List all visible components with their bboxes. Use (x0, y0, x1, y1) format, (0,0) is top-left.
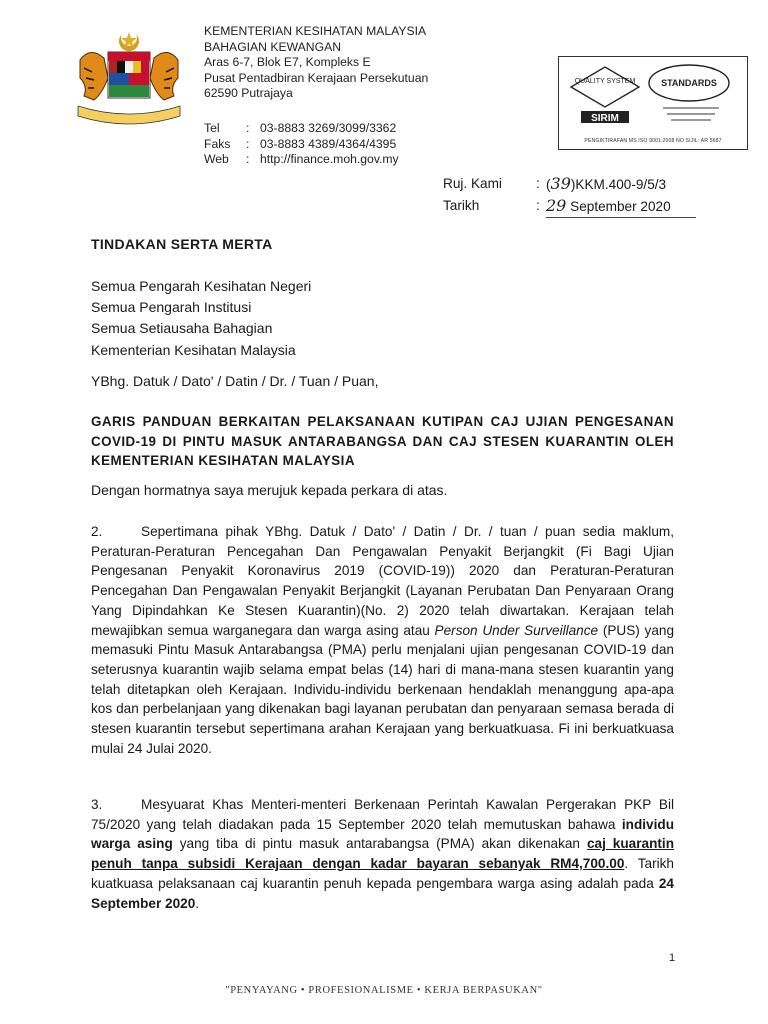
ministry-address-block (204, 24, 428, 102)
date-colon: : (536, 198, 540, 213)
date-value: September 2020 (570, 199, 671, 214)
paragraph-2 (91, 522, 674, 758)
paragraph-number: 2. (91, 524, 103, 539)
standards-malaysia-logo (649, 65, 729, 121)
recipient-line: Semua Pengarah Institusi (91, 299, 252, 316)
org-line: Aras 6-7, Blok E7, Kompleks E (204, 55, 371, 69)
certification-logos (559, 57, 747, 139)
urgency-heading: TINDAKAN SERTA MERTA (91, 236, 273, 252)
paragraph-text: (PUS) yang memasuki Pintu Masuk Antarabangsa (PMA) perlu menjalani ujian pengesanan COVID-19 dan seterusnya kuarantin wajib selama empat belas (14) hari di mana-mana stesen kuarantin yang telah ditetapkan oleh Kerajaan. Individu-individu berkenaan hendaklah menanggung apa-apa kos dan perbelanjaan yang dikenakan bagi layanan perubatan dan penyaraan semasa berada di stesen kuarantin tersebut sepertimana arahan Kerajaan yang berkuatkuasa. Fi ini berkuatkuasa mulai 24 Julai 2020. (91, 622, 675, 756)
paragraph-number: 3. (91, 797, 103, 812)
paragraph-bold-underlined-term: caj kuarantin penuh tanpa subsidi Kerajaan dengan kadar bayaran sebanyak RM4,700.00 (91, 836, 674, 872)
contact-value: 03-8883 3269/3099/3362 (260, 121, 397, 135)
contact-separator: : (246, 121, 250, 135)
sirim-label: SIRIM (591, 113, 619, 124)
contact-separator: : (246, 136, 250, 151)
contact-value: 03-8883 4389/4364/4395 (260, 136, 397, 151)
contact-block (204, 121, 399, 168)
footer-motto: "PENYAYANG • PROFESIONALISME • KERJA BERPASUKAN" (225, 985, 543, 996)
org-line: KEMENTERIAN KESIHATAN MALAYSIA (204, 24, 427, 38)
reference-label: Ruj. Kami (443, 176, 502, 191)
standards-label: STANDARDS (661, 78, 717, 88)
date-value-wrap (546, 195, 696, 218)
recipient-line: Semua Pengarah Kesihatan Negeri (91, 278, 312, 294)
org-line: BAHAGIAN KEWANGAN (204, 39, 342, 54)
sirim-quality-logo (571, 67, 639, 124)
recipients-block (91, 276, 311, 361)
contact-row-fax (204, 137, 399, 153)
subject-heading: GARIS PANDUAN BERKAITAN PELAKSANAAN KUTIPAN CAJ UJIAN PENGESANAN COVID-19 DI PINTU MASUK ANTARABANGSA DAN CAJ STESEN KUARANTIN OLEH KEMENTERIAN KESIHATAN MALAYSIA (91, 414, 674, 469)
paragraph-text: yang tiba di pintu masuk antarabangsa (PMA) akan dikenakan (172, 836, 587, 852)
contact-label: Tel (204, 121, 220, 135)
paragraph-text: Mesyuarat Khas Menteri-menteri Berkenaan Perintah Kawalan Pergerakan PKP Bil 75/2020 yang telah diadakan pada 15 September 2020 telah memutuskan bahawa (91, 797, 674, 832)
contact-separator: : (246, 152, 250, 166)
paragraph-text: Sepertimana pihak YBhg. Datuk / Dato' / Datin / Dr. / tuan / puan sedia maklum, Peraturan-Peraturan Pencegahan Dan Pengawalan Penyakit Berjangkit (Fi Bagi Ujian Pengesanan Penyakit Koronavirus 2019 (COVID-19)) 2020 dan Peraturan-Peraturan Pencegahan Dan Pengawalan Penyakit Berjangkit (Layanan Perubatan Dan Penyaraan Orang Yang Dipindahkan Ke Stesen Kuarantin)(No. 2) 2020 telah diwartakan. Kerajaan telah mewajibkan semua warganegara dan warga asing atau (91, 524, 674, 638)
date-row (443, 195, 696, 218)
paragraph-italic-term: Person Under Surveillance (434, 622, 599, 638)
coat-of-arms-crest (70, 30, 188, 126)
quality-label: QUALITY SYSTEM (574, 78, 636, 85)
page-number: 1 (669, 952, 676, 964)
paragraph-text: . (195, 895, 200, 911)
paragraph-3 (91, 795, 674, 913)
contact-label: Faks (204, 136, 231, 151)
contact-row-tel (204, 121, 399, 137)
opening-line: Dengan hormatnya saya merujuk kepada perkara di atas. (91, 482, 448, 498)
paragraph-bold-date: 24 September 2020 (91, 875, 674, 911)
recipient-line: Semua Setiausaha Bahagian (91, 320, 273, 337)
reference-block (443, 173, 696, 218)
paragraph-bold-term: individu warga asing (91, 816, 674, 852)
org-line: 62590 Putrajaya (204, 86, 293, 100)
certification-box (558, 56, 748, 150)
reference-row (443, 173, 696, 195)
reference-colon: : (536, 176, 540, 191)
date-label: Tarikh (443, 198, 480, 213)
handwritten-date-day: 29 (546, 196, 567, 215)
recipient-line: Kementerian Kesihatan Malaysia (91, 341, 296, 358)
salutation: YBhg. Datuk / Dato' / Datin / Dr. / Tuan / Puan, (91, 373, 379, 389)
org-line: Pusat Pentadbiran Kerajaan Persekutuan (204, 70, 429, 85)
paragraph-text: . Tarikh kuatkuasa pelaksanaan caj kuarantin penuh kepada pengembara warga asing adalah pada (91, 856, 674, 891)
web-link[interactable]: http://finance.moh.gov.my (260, 152, 399, 166)
reference-value-wrap: (39)KKM.400-9/5/3 (546, 174, 667, 193)
certification-footer: PENGIKTIRAFAN MS ISO 9001:2008 NO SIJIL: AR 5687 (584, 138, 722, 144)
reference-value: KKM.400-9/5/3 (575, 177, 667, 192)
contact-row-web (204, 152, 399, 168)
contact-label: Web (204, 152, 229, 166)
handwritten-reference-number: 39 (550, 174, 571, 193)
